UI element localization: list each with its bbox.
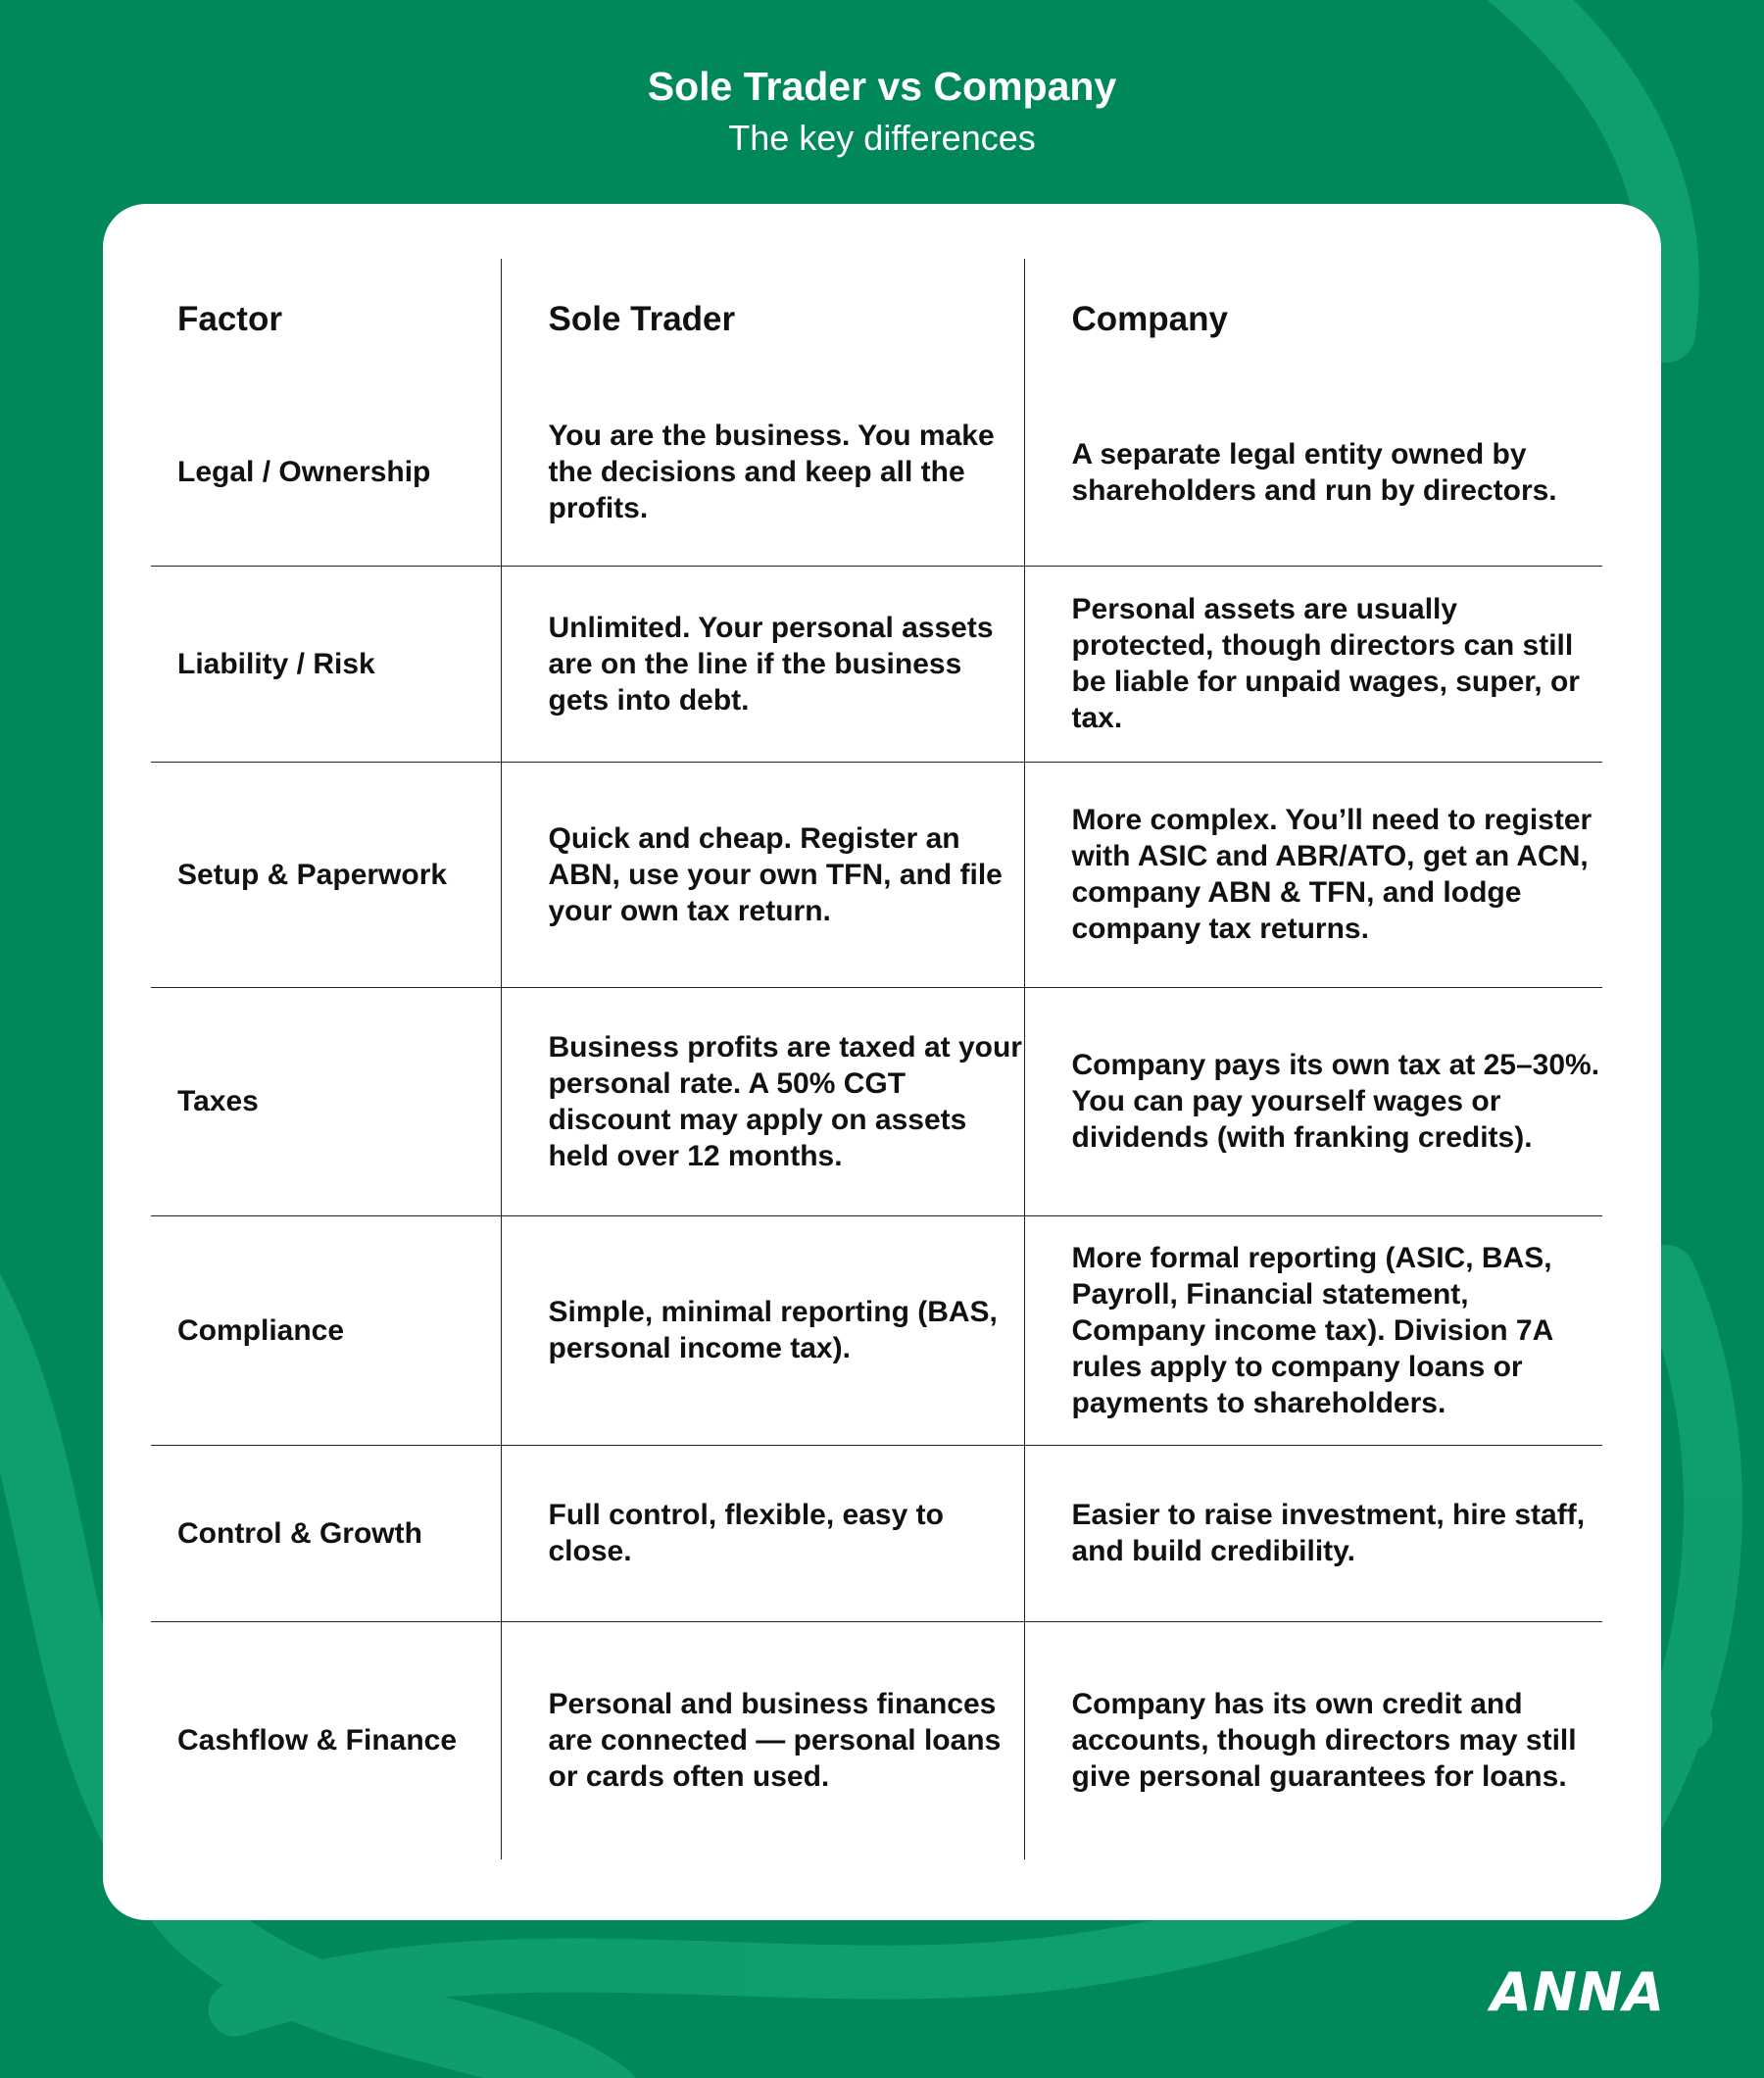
table-row — [151, 566, 1602, 762]
row-factor: Compliance — [151, 1215, 501, 1445]
column-header-sole-trader: Sole Trader — [501, 259, 1024, 379]
row-sole-trader: Simple, minimal reporting (BAS, personal income tax). — [501, 1215, 1024, 1445]
row-factor: Taxes — [151, 987, 501, 1215]
row-factor: Cashflow & Finance — [151, 1621, 501, 1859]
row-company: Easier to raise investment, hire staff, and build credibility. — [1024, 1445, 1602, 1621]
table-row — [151, 1215, 1602, 1445]
anna-logo-text: ANNA — [1491, 1961, 1665, 2023]
comparison-table — [151, 259, 1602, 1859]
row-company: Company pays its own tax at 25–30%. You can pay yourself wages or dividends (with franking credits). — [1024, 987, 1602, 1215]
comparison-card — [103, 204, 1661, 1920]
header — [0, 59, 1764, 163]
row-company: Company has its own credit and accounts, though directors may still give personal guarantees for loans. — [1024, 1621, 1602, 1859]
row-company: Personal assets are usually protected, though directors can still be liable for unpaid wages, super, or tax. — [1024, 566, 1602, 762]
page-subtitle: The key differences — [728, 118, 1036, 158]
column-header-company: Company — [1024, 259, 1602, 379]
row-sole-trader: Quick and cheap. Register an ABN, use your own TFN, and file your own tax return. — [501, 762, 1024, 987]
page-title: Sole Trader vs Company — [647, 64, 1117, 109]
table-row — [151, 987, 1602, 1215]
anna-logo — [1491, 1955, 1665, 2024]
row-sole-trader: Personal and business finances are connected — personal loans or cards often used. — [501, 1621, 1024, 1859]
table-header-row — [151, 259, 1602, 379]
table-row — [151, 762, 1602, 987]
row-sole-trader: Unlimited. Your personal assets are on the line if the business gets into debt. — [501, 566, 1024, 762]
table-row — [151, 1445, 1602, 1621]
table-row — [151, 379, 1602, 566]
row-company: More complex. You’ll need to register with ASIC and ABR/ATO, get an ACN, company ABN & TFN, and lodge company tax returns. — [1024, 762, 1602, 987]
row-company: A separate legal entity owned by shareholders and run by directors. — [1024, 379, 1602, 566]
row-company: More formal reporting (ASIC, BAS, Payroll, Financial statement, Company income tax). Division 7A rules apply to company loans or payments to shareholders. — [1024, 1215, 1602, 1445]
row-sole-trader: You are the business. You make the decisions and keep all the profits. — [501, 379, 1024, 566]
column-header-factor: Factor — [177, 299, 282, 338]
row-factor: Liability / Risk — [151, 566, 501, 762]
row-factor: Setup & Paperwork — [151, 762, 501, 987]
row-sole-trader: Business profits are taxed at your personal rate. A 50% CGT discount may apply on assets held over 12 months. — [501, 987, 1024, 1215]
row-sole-trader: Full control, flexible, easy to close. — [501, 1445, 1024, 1621]
table-row — [151, 1621, 1602, 1859]
row-factor: Legal / Ownership — [177, 456, 431, 489]
row-factor: Control & Growth — [151, 1445, 501, 1621]
